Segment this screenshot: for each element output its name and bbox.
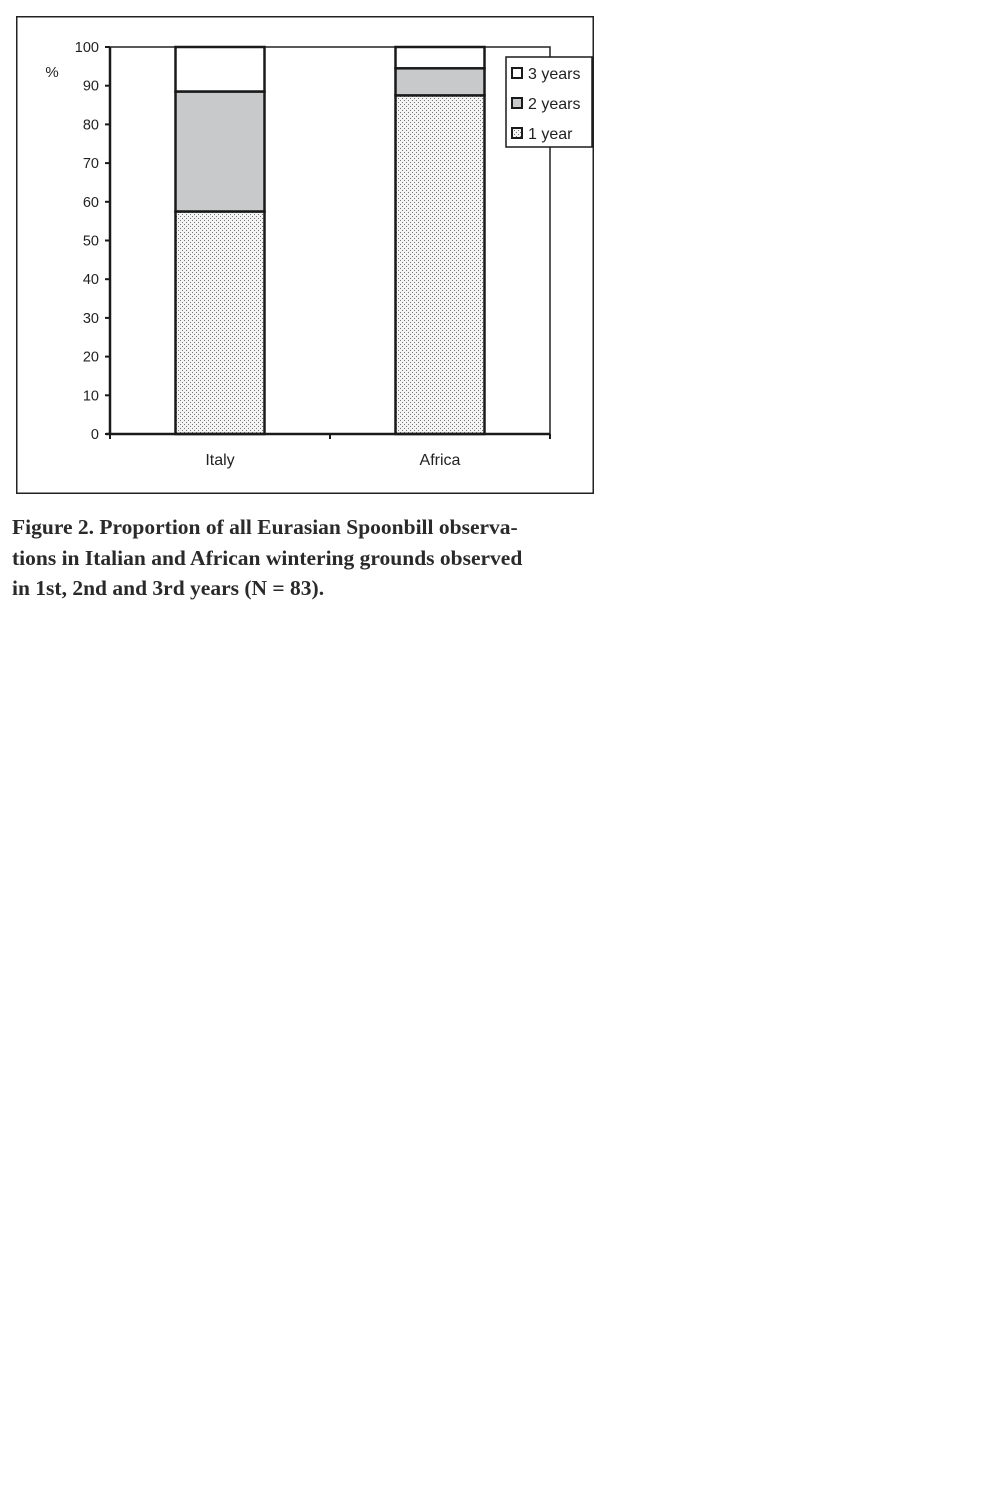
y-tick-label: 50 — [82, 233, 99, 250]
bar-segment-italy-2-years — [176, 92, 265, 212]
y-tick-label: 0 — [90, 427, 99, 443]
bar-segment-africa-2-years — [396, 68, 485, 95]
y-tick-label: 10 — [82, 388, 99, 405]
caption-line-3: in 1st, 2nd and 3rd years (N = 83). — [12, 576, 325, 600]
y-axis-label: % — [45, 64, 59, 81]
bar-segment-africa-1-year — [396, 95, 485, 434]
y-tick-label: 40 — [82, 272, 99, 289]
y-tick-label: 20 — [82, 349, 99, 366]
legend-label-3-years: 3 years — [528, 66, 581, 83]
bar-segment-italy-1-year — [176, 211, 265, 434]
stacked-bar-chart — [16, 16, 594, 494]
y-tick-label: 80 — [82, 117, 99, 134]
caption-line-1: Figure 2. Proportion of all Eurasian Spoonbill observa- — [12, 515, 518, 539]
y-tick-label: 100 — [74, 40, 99, 56]
caption-line-2: tions in Italian and African wintering grounds observed — [12, 545, 523, 570]
y-tick-label: 70 — [82, 156, 99, 173]
chart-figure — [16, 16, 594, 494]
figure-caption — [12, 512, 612, 604]
x-tick-label: Africa — [419, 452, 461, 469]
legend-swatch-2-years — [512, 98, 522, 108]
bar-segment-italy-3-years — [176, 47, 265, 92]
legend-swatch-3-years — [512, 68, 522, 78]
y-tick-label: 60 — [82, 194, 99, 211]
bar-segment-africa-3-years — [396, 47, 485, 68]
legend-label-1-year: 1 year — [528, 126, 573, 143]
x-tick-label: Italy — [205, 452, 235, 469]
y-tick-label: 90 — [82, 78, 99, 95]
y-tick-label: 30 — [82, 310, 99, 327]
legend-label-2-years: 2 years — [528, 96, 581, 113]
legend-swatch-1-year — [512, 128, 522, 138]
